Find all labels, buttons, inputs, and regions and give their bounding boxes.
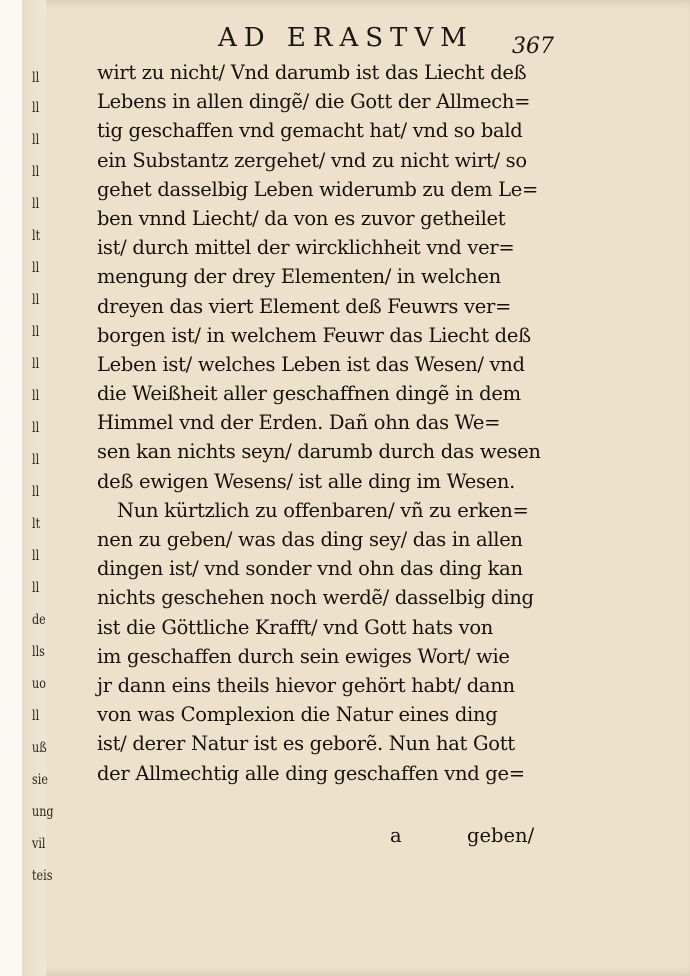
margin-note: ll <box>32 708 40 724</box>
text-line: Lebens in allen dingẽ/ die Gott der Allmech= <box>97 90 531 114</box>
running-head: AD ERASTVM <box>218 23 474 53</box>
margin-note: ll <box>32 70 40 86</box>
margin-note: ll <box>32 580 40 596</box>
margin-note: de <box>32 612 46 628</box>
margin-note: ll <box>32 132 40 148</box>
margin-note: uß <box>32 740 47 756</box>
book-page <box>22 0 690 976</box>
margin-note: ll <box>32 420 40 436</box>
margin-note: vil <box>32 836 46 852</box>
margin-note: sie <box>32 772 48 788</box>
text-line: ist die Göttliche Krafft/ vnd Gott hats von <box>97 615 494 639</box>
margin-note: uo <box>32 676 46 692</box>
margin-note: lt <box>32 516 41 532</box>
body-text <box>97 58 547 788</box>
text-line: wirt zu nicht/ Vnd darumb ist das Liecht deß <box>97 61 527 84</box>
text-line: Himmel vnd der Erden. Dañ ohn das We= <box>97 411 501 435</box>
margin-note: ll <box>32 452 40 468</box>
text-line: mengung der drey Elementen/ in welchen <box>97 265 501 289</box>
text-line: ist/ derer Natur ist es geborẽ. Nun hat Gott <box>97 732 515 756</box>
text-line: im geschaffen durch sein ewiges Wort/ wie <box>97 644 510 668</box>
text-line-paragraph-start: Nun kürtzlich zu offenbaren/ vñ zu erken= <box>117 498 529 522</box>
text-line: nen zu geben/ was das ding sey/ das in allen <box>97 528 523 551</box>
text-line: der Allmechtig alle ding geschaffen vnd ge= <box>97 761 525 785</box>
text-line: jr dann eins theils hievor gehört habt/ dann <box>97 673 515 697</box>
margin-note: ll <box>32 356 40 372</box>
text-line: tig geschaffen vnd gemacht hat/ vnd so bald <box>97 119 523 143</box>
margin-note: lls <box>32 644 45 660</box>
text-line: deß ewigen Wesens/ ist alle ding im Wesen. <box>97 469 516 493</box>
margin-note: ung <box>32 804 54 820</box>
margin-note: ll <box>32 100 40 116</box>
margin-note: ll <box>32 196 40 212</box>
margin-note: ll <box>32 164 40 180</box>
text-line: von was Complexion die Natur eines ding <box>97 703 498 727</box>
text-line: borgen ist/ in welchem Feuwr das Liecht deß <box>97 323 531 347</box>
text-line: ben vnnd Liecht/ da von es zuvor getheilet <box>97 206 506 230</box>
text-line: dreyen das viert Element deß Feuwrs ver= <box>97 294 512 318</box>
margin-note: ll <box>32 548 40 564</box>
margin-note: ll <box>32 292 40 308</box>
catchword: geben/ <box>467 824 535 847</box>
text-line: dingen ist/ vnd sonder vnd ohn das ding kan <box>97 557 523 581</box>
text-line: nichts geschehen noch werdẽ/ dasselbig ding <box>97 586 534 610</box>
margin-note: lt <box>32 228 41 244</box>
margin-note: ll <box>32 260 40 276</box>
text-line: Leben ist/ welches Leben ist das Wesen/ vnd <box>97 352 525 376</box>
page-number: 367 <box>512 34 554 59</box>
margin-note: teis <box>32 868 53 884</box>
margin-note: ll <box>32 324 40 340</box>
text-line: gehet dasselbig Leben widerumb zu dem Le= <box>97 177 538 201</box>
text-line: ist/ durch mittel der wircklichheit vnd ver= <box>97 236 515 260</box>
text-line: ein Substantz zergehet/ vnd zu nicht wirt/ so <box>97 148 527 172</box>
margin-note: ll <box>32 484 40 500</box>
text-line: sen kan nichts seyn/ darumb durch das wesen <box>97 440 541 464</box>
text-line: die Weißheit aller geschaffnen dingẽ in dem <box>97 382 521 406</box>
margin-note: ll <box>32 388 40 404</box>
signature-mark: a <box>390 824 402 847</box>
